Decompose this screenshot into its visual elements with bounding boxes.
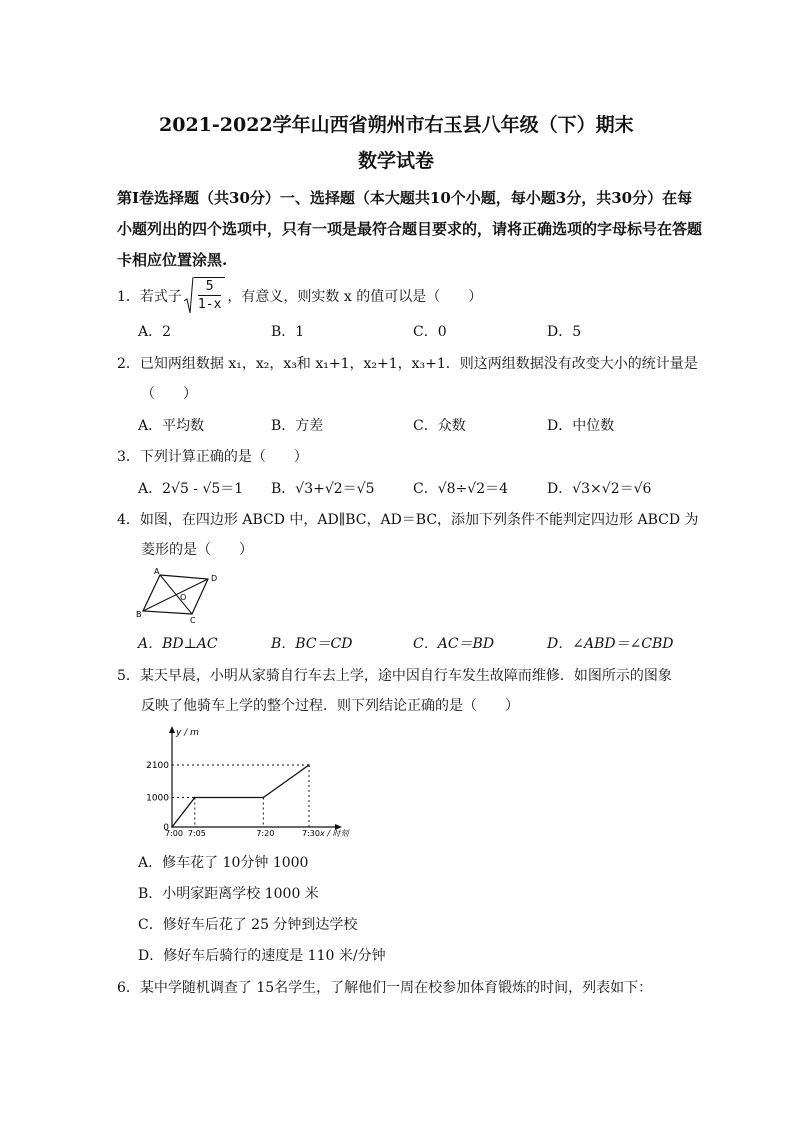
x-axis-label: x / 时刻 — [320, 829, 349, 838]
question-5-stem-line-2: 反映了他骑车上学的整个过程．则下列结论正确的是（ ） — [141, 698, 519, 714]
question-1-denominator: 1-x — [197, 297, 222, 312]
vertex-label-o: O — [180, 593, 187, 602]
x-tick-label: 7:00 — [165, 829, 183, 838]
x-tick-label: 7:30 — [302, 829, 320, 838]
vertex-label-d: D — [211, 574, 218, 583]
question-2-option-d[interactable]: D．中位数 — [547, 418, 615, 434]
question-1-option-b[interactable]: B．1 — [271, 324, 305, 340]
x-tick-label: 7:20 — [256, 829, 275, 838]
question-4-stem-line-1: 4．如图，在四边形 ABCD 中，AD∥BC，AD＝BC，添加下列条件不能判定四边形 ABCD 为 — [117, 512, 699, 528]
question-1-prefix: 1．若式子 — [117, 289, 182, 305]
question-4-option-b[interactable]: B．BC＝CD — [271, 636, 353, 652]
y-axis-arrow-icon — [169, 726, 175, 733]
x-tick-label: 7:05 — [187, 829, 206, 838]
series-line — [172, 765, 309, 827]
question-2-option-b[interactable]: B．方差 — [271, 418, 324, 434]
question-3-option-c[interactable]: C．√8÷√2＝4 — [413, 481, 509, 497]
question-4-option-c[interactable]: C．AC＝BD — [413, 636, 495, 652]
question-6-stem: 6．某中学随机调查了 15名学生，了解他们一周在校参加体育锻炼的时间，列表如下： — [117, 980, 653, 996]
question-3-stem: 3．下列计算正确的是（ ） — [117, 449, 308, 465]
section-instruction-line-1: 第Ⅰ卷选择题（共30分）一、选择题（本大题共10个小题，每小题3分，共30分）在每 — [117, 189, 693, 207]
y-tick-label: 1000 — [146, 793, 169, 804]
y-axis-label: y / m — [176, 728, 199, 738]
data-point — [263, 797, 265, 799]
question-4-stem-line-2: 菱形的是（ ） — [141, 542, 253, 558]
question-1-stem — [117, 277, 482, 315]
question-3-option-a[interactable]: A．2√5 - √5＝1 — [138, 481, 244, 497]
y-tick-label: 2100 — [146, 761, 169, 771]
y-tick-label: 0 — [163, 823, 169, 833]
page-subtitle: 数学试卷 — [358, 150, 435, 172]
question-1-option-c[interactable]: C．0 — [413, 324, 447, 340]
data-point — [194, 797, 196, 799]
question-1-radical — [184, 277, 225, 315]
question-5-option-c[interactable]: C．修好车后花了 25 分钟到达学校 — [138, 917, 358, 933]
question-4-option-d[interactable]: D．∠ABD＝∠CBD — [547, 636, 674, 652]
vertex-label-c: C — [190, 616, 196, 624]
section-instruction-line-2: 小题列出的四个选项中，只有一项是最符合题目要求的，请将正确选项的字母标号在答题 — [117, 220, 703, 238]
question-5-option-d[interactable]: D．修好车后骑行的速度是 110 米/分钟 — [138, 948, 386, 964]
data-point — [171, 826, 173, 828]
question-1-option-a[interactable]: A．2 — [138, 324, 172, 340]
page-title: 2021-2022学年山西省朔州市右玉县八年级（下）期末 — [159, 114, 634, 136]
question-2-option-c[interactable]: C．众数 — [413, 418, 466, 434]
question-5-option-a[interactable]: A．修车花了 10分钟 1000 — [138, 855, 309, 871]
question-4-option-a[interactable]: A．BD⊥AC — [138, 636, 218, 652]
radical-sign-icon — [184, 277, 194, 315]
vertex-label-a: A — [154, 567, 160, 576]
question-2-stem-line-1: 2．已知两组数据 x₁，x₂，x₃和 x₁+1，x₂+1，x₃+1．则这两组数据没有改变大小的统计量是 — [117, 356, 698, 372]
quadrilateral-figure — [134, 566, 224, 624]
data-point — [308, 764, 310, 766]
question-1-suffix: ，有意义，则实数 x 的值可以是（ ） — [227, 289, 483, 305]
question-5-option-b[interactable]: B．小明家距离学校 1000 米 — [138, 886, 319, 902]
section-instruction-line-3: 卡相应位置涂黑. — [117, 251, 228, 269]
diagonal-bd — [143, 579, 208, 611]
question-1-option-d[interactable]: D．5 — [547, 324, 582, 340]
question-2-option-a[interactable]: A．平均数 — [138, 418, 205, 434]
distance-time-chart — [126, 724, 356, 840]
question-3-option-d[interactable]: D．√3×√2＝√6 — [547, 481, 652, 497]
vertex-label-b: B — [136, 610, 142, 619]
question-5-stem-line-1: 5．某天早晨，小明从家骑自行车去上学，途中因自行车发生故障而维修．如图所示的图象 — [117, 668, 672, 684]
question-1-numerator: 5 — [205, 279, 214, 294]
question-3-option-b[interactable]: B．√3+√2＝√5 — [271, 481, 375, 497]
question-2-stem-line-2: （ ） — [141, 386, 197, 402]
